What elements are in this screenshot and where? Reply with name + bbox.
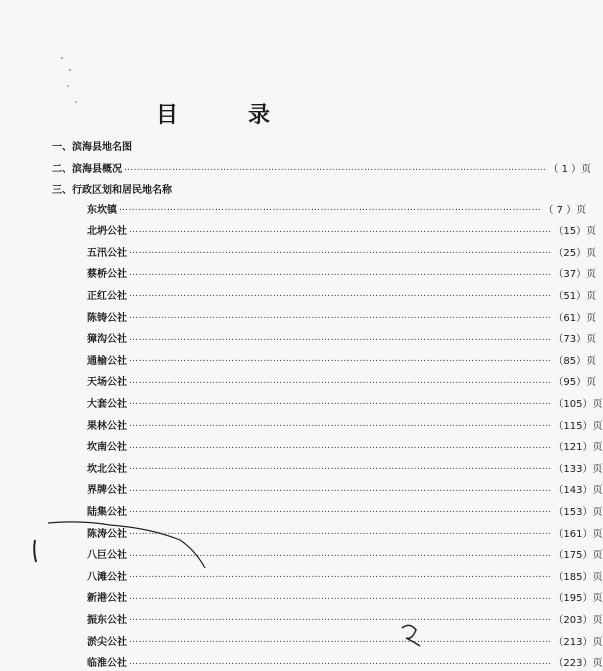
entry-page: （203）页 [553, 614, 603, 626]
entry-page: （51）页 [553, 290, 597, 302]
dot-leader: …………………………………………………………………………………………………………………… [129, 635, 552, 645]
dot-leader: …………………………………………………………………………………………………………………… [129, 419, 552, 429]
dot-leader: …………………………………………………………………………………………………………………… [129, 570, 552, 581]
section-label: 二、滨海县概况 [52, 164, 122, 175]
entry-name: 北坍公社 [87, 226, 127, 238]
page-title: 目 录 [155, 102, 294, 128]
entry-name: 天场公社 [87, 377, 127, 389]
entry-name: 五汛公社 [87, 247, 127, 259]
dot-leader: …………………………………………………………………………………………………………………… [129, 548, 552, 559]
dot-leader: …………………………………………………………………………………………………………………… [129, 505, 552, 516]
entry-name: 八巨公社 [87, 550, 127, 562]
entry-page: （73）页 [553, 334, 597, 346]
entry-name: 新港公社 [87, 593, 127, 605]
entry-name: 蔡桥公社 [87, 269, 127, 281]
entry-page: （121）页 [553, 442, 603, 454]
entry-page: （61）页 [553, 312, 597, 324]
dot-leader: …………………………………………………………………………………………………………………… [129, 267, 552, 278]
entry-page: （133）页 [553, 463, 603, 475]
dot-leader: …………………………………………………………………………………………………………………… [119, 203, 542, 213]
entry-page: （15）页 [553, 226, 597, 238]
entry-page: （223）页 [553, 658, 603, 670]
dot-leader: …………………………………………………………………………………………………………………… [129, 397, 552, 408]
dot-leader: …………………………………………………………………………………………………………………… [129, 224, 552, 235]
entry-name: 陈涛公社 [87, 528, 127, 540]
entry-page: （37）页 [553, 269, 597, 281]
dot-leader: …………………………………………………………………………………………………………………… [129, 656, 552, 667]
entry-name: 正红公社 [87, 290, 127, 302]
entry-page: （175）页 [553, 550, 603, 562]
entry-page: （25）页 [553, 247, 597, 259]
dot-leader: …………………………………………………………………………………………………………………… [129, 591, 552, 602]
entry-name: 振东公社 [87, 614, 127, 626]
entry-name: 八滩公社 [87, 571, 127, 583]
entry-name: 陈铸公社 [87, 312, 127, 324]
entry-page: （105）页 [553, 398, 603, 410]
dot-leader: …………………………………………………………………………………………………………………… [129, 375, 552, 386]
dot-leader: …………………………………………………………………………………………………………………… [129, 440, 552, 451]
section-page: （ 1 ）页 [548, 164, 592, 175]
entry-page: （ 7 ）页 [543, 204, 587, 216]
entry-page: （95）页 [553, 377, 597, 389]
entry-page: （213）页 [553, 636, 603, 648]
dot-leader: …………………………………………………………………………………………………………………… [129, 354, 552, 365]
entry-page: （153）页 [553, 506, 603, 518]
entry-page: （143）页 [553, 485, 603, 497]
entry-page: （195）页 [553, 593, 603, 605]
entry-name: 陆集公社 [87, 506, 127, 518]
dot-leader: …………………………………………………………………………………………………………………… [129, 462, 552, 473]
section-label: 三、行政区划和居民地名称 [52, 185, 172, 196]
dot-leader: …………………………………………………………………………………………………………………… [124, 162, 547, 173]
entry-name: 东坎镇 [87, 204, 117, 216]
dot-leader: …………………………………………………………………………………………………………………… [129, 483, 552, 494]
section-label: 一、滨海县地名图 [52, 142, 132, 153]
entry-page: （161）页 [553, 528, 603, 540]
dot-leader: …………………………………………………………………………………………………………………… [129, 311, 552, 321]
entry-name: 坎北公社 [87, 463, 127, 475]
entry-name: 坎南公社 [87, 442, 127, 454]
dot-leader: …………………………………………………………………………………………………………………… [129, 289, 552, 300]
entry-name: 临淮公社 [87, 658, 127, 670]
entry-name: 通榆公社 [87, 355, 127, 367]
entry-name: 果林公社 [87, 420, 127, 432]
dot-leader: …………………………………………………………………………………………………………………… [129, 613, 552, 624]
entry-name: 獐沟公社 [87, 334, 127, 346]
dot-leader: …………………………………………………………………………………………………………………… [129, 332, 552, 343]
entry-page: （115）页 [553, 420, 603, 432]
dot-leader: …………………………………………………………………………………………………………………… [129, 527, 552, 537]
entry-name: 界牌公社 [87, 485, 127, 497]
entry-page: （185）页 [553, 571, 603, 583]
entry-name: 大套公社 [87, 398, 127, 410]
entry-page: （85）页 [553, 355, 597, 367]
dot-leader: …………………………………………………………………………………………………………………… [129, 246, 552, 257]
entry-name: 淤尖公社 [87, 636, 127, 648]
